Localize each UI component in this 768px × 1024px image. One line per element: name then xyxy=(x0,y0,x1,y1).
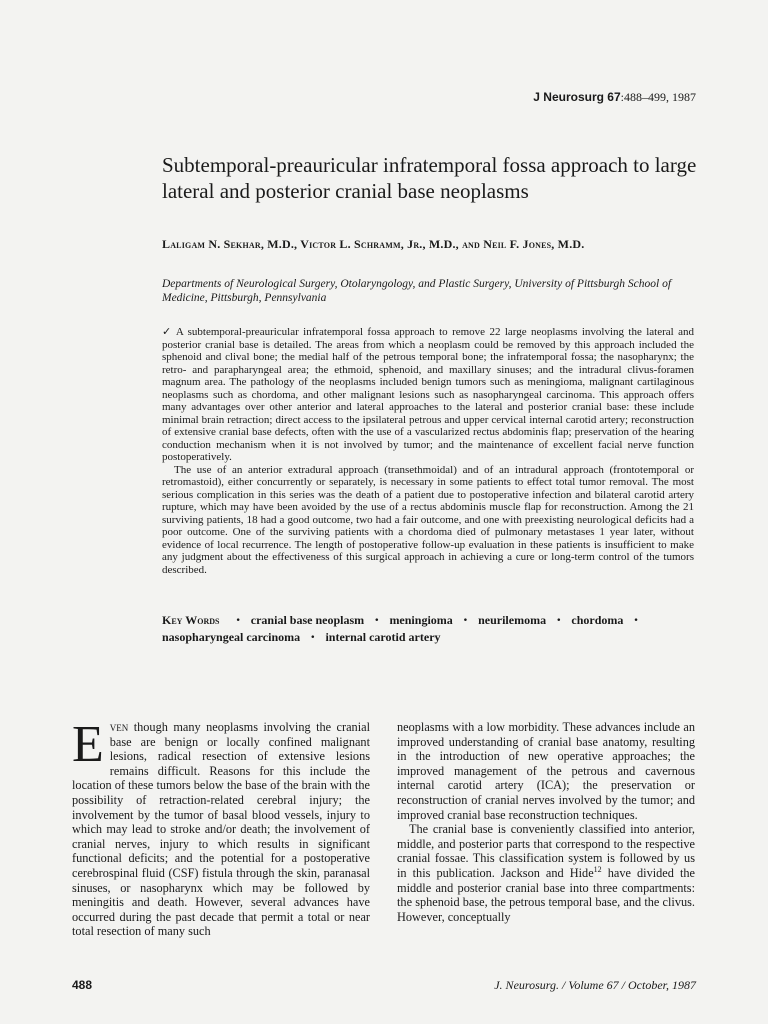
keyword-separator: • xyxy=(556,616,562,626)
body-column-right xyxy=(397,720,695,924)
article-title: Subtemporal-preauricular infratemporal fossa approach to large lateral and posterior cranial base neoplasms xyxy=(162,153,697,203)
abstract-paragraph-1: ✓ A subtemporal-preauricular infratemporal fossa approach to remove 22 large neoplasms involving the lateral and posterior cranial base is detailed. The areas from which a neoplasm could be removed by this approach included the sphenoid and clival bone; the medial half of the petrous temporal bone; the infratemporal fossa; the nasopharynx; the retro- and parapharyngeal area; the ethmoid, sphenoid, and maxillary sinuses; and the intradural clivus-foramen magnum area. The pathology of the neoplasms included benign tumors such as meningioma, malignant cartilaginous neoplasms such as chordoma, and other malignant lesions such as nasopharyngeal carcinoma. This approach offers many advantages over other anterior and lateral approaches to the lateral and posterior cranial base: these include minimal brain retraction; direct access to the ipsilateral petrous and upper cervical internal carotid artery; reconstruction of extensive cranial base defects, often with the use of a vascularized rectus abdominis flap; preservation of the hearing conduction mechanism when it is not involved by tumor; and the maintenance of excellent facial nerve function postoperatively. xyxy=(162,325,694,463)
keyword-separator: • xyxy=(235,616,241,626)
reference-superscript: 12 xyxy=(593,864,602,874)
author-list: Laligam N. Sekhar, M.D., Victor L. Schramm, Jr., M.D., and Neil F. Jones, M.D. xyxy=(162,237,585,251)
abstract xyxy=(162,326,694,576)
keywords-label: Key Words xyxy=(162,613,220,627)
keyword-separator: • xyxy=(310,633,316,643)
citation-journal-volume: J Neurosurg 67 xyxy=(533,90,621,104)
keyword: neurilemoma xyxy=(478,613,547,627)
keyword: nasopharyngeal carcinoma xyxy=(162,630,301,644)
footer-journal: J. Neurosurg. / Volume 67 / October, 1987 xyxy=(494,978,696,992)
keywords xyxy=(162,612,702,646)
drop-cap: E xyxy=(72,716,104,773)
citation-pages: :488–499, 1987 xyxy=(620,90,696,104)
keyword: chordoma xyxy=(571,613,624,627)
citation-header xyxy=(533,90,696,105)
page-number: 488 xyxy=(72,978,93,992)
abstract-paragraph-2: The use of an anterior extradural approach (transethmoidal) and of an intradural approach (frontotemporal or retromastoid), either concurrently or separately, is necessary in some patients to effect total tumor removal. The most serious complication in this series was the death of a patient due to postoperative infection and bilateral carotid artery rupture, which may have been avoided by the use of a rectus abdominis muscle flap for reconstruction. Among the 21 surviving patients, 18 had a good outcome, two had a fair outcome, and one with preexisting neurological deficits had a poor outcome. One of the surviving patients with a chordoma died of pulmonary metastases 1 year later, without evidence of local recurrence. The length of postoperative follow-up evaluation in these patients is insufficient to make any judgment about the effectiveness of this surgical approach in achieving a cure or long-term control of the tumors described. xyxy=(162,463,694,576)
keyword-separator: • xyxy=(633,616,639,626)
keyword-separator: • xyxy=(374,616,380,626)
checkmark-icon: ✓ xyxy=(162,325,173,338)
keyword: internal carotid artery xyxy=(325,630,441,644)
body-paragraph: Even though many neoplasms involving the cranial base are benign or locally confined malignant lesions, radical resection of extensive lesions remains difficult. Reasons for this include the location of these tumors below the base of the brain with the possibility of retraction-related cerebral injury; the involvement by the tumor of basal blood vessels, injury to which may lead to stroke and/or death; the involvement of cranial nerves, injury to which results in significant functional deficits; and the potential for a postoperative cerebrospinal fluid (CSF) fistula through the skin, paranasal sinuses, or nasopharynx which may be followed by meningitis and death. However, several advances have occurred during the past decade that permit a total or near total resection of many such xyxy=(72,716,370,939)
lead-in: ven xyxy=(109,720,129,734)
keyword-separator: • xyxy=(462,616,469,626)
keyword: cranial base neoplasm xyxy=(250,613,365,627)
body-paragraph: neoplasms with a low morbidity. These advances include an improved understanding of cranial base anatomy, resulting in the introduction of new operative approaches; the improved management of the petrous and cavernous internal carotid artery (ICA); the preservation or reconstruction of cranial nerves involved by the tumor; and improved cranial base reconstruction techniques. xyxy=(397,720,695,822)
body-paragraph: The cranial base is conveniently classified into anterior, middle, and posterior parts that correspond to the respective cranial fossae. This classification system is followed by us in this publication. Jackson and Hide$^{12}$ have divided the middle and posterior cranial base into three compartments: the sphenoid base, the petrous temporal base, and the clivus. However, conceptually xyxy=(397,822,695,924)
body-column-left xyxy=(72,716,370,939)
affiliation: Departments of Neurological Surgery, Otolaryngology, and Plastic Surgery, University of Pittsburgh School of Medicine, Pittsburgh, Pennsylvania xyxy=(162,278,672,304)
keyword: meningioma xyxy=(389,613,453,627)
